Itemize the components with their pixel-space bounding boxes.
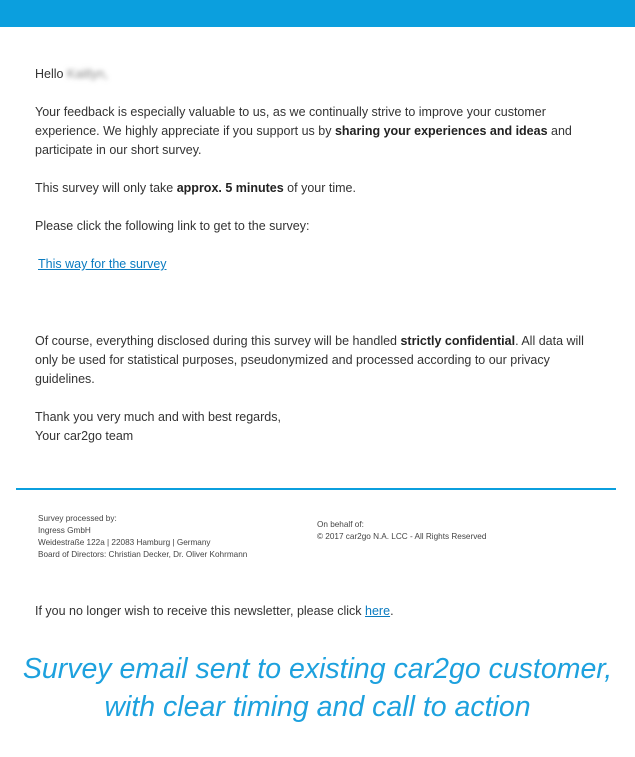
duration-text: This survey will only take xyxy=(35,181,177,195)
intro-paragraph xyxy=(35,103,600,160)
greeting xyxy=(35,65,600,84)
footer-divider xyxy=(16,488,616,490)
unsubscribe-link[interactable]: here xyxy=(365,604,391,618)
privacy-paragraph xyxy=(35,332,600,389)
behalf-label: On behalf of: xyxy=(317,520,364,529)
greeting-prefix: Hello xyxy=(35,67,64,81)
closing-line-2: Your car2go team xyxy=(35,429,134,443)
recipient-name: Kaitlyn, xyxy=(66,67,108,81)
behalf-of-info xyxy=(317,519,486,543)
survey-link-row xyxy=(35,255,600,274)
survey-link[interactable]: This way for the survey xyxy=(38,257,167,271)
copyright: © 2017 car2go N.A. LCC - All Rights Reserved xyxy=(317,532,487,541)
processor-directors: Board of Directors: Christian Decker, Dr. Oliver Kohrmann xyxy=(38,550,248,559)
email-body xyxy=(35,65,600,446)
intro-bold: sharing your experiences and ideas xyxy=(334,124,548,138)
unsubscribe-line xyxy=(35,602,394,621)
intro-text-end: and participate in our short survey. xyxy=(35,124,572,157)
duration-text-end: of your time. xyxy=(283,181,356,195)
unsubscribe-text: If you no longer wish to receive this newsletter, please click xyxy=(35,604,366,618)
privacy-text-end: . All data will only be used for statistical purposes, pseudonymized and processed according to our privacy guidelines. xyxy=(35,334,584,386)
caption xyxy=(0,650,635,726)
instruction-paragraph: Please click the following link to get to the survey: xyxy=(35,219,310,233)
duration-paragraph xyxy=(35,179,600,198)
privacy-text: Of course, everything disclosed during this survey will be handled xyxy=(35,334,401,348)
closing-line-1: Thank you very much and with best regards, xyxy=(35,410,281,424)
processor-company: Ingress GmbH xyxy=(38,526,91,535)
caption-line-2: with clear timing and call to action xyxy=(104,691,531,723)
header-bar xyxy=(0,0,635,27)
caption-line-1: Survey email sent to existing car2go customer, xyxy=(22,653,613,685)
duration-bold: approx. 5 minutes xyxy=(176,181,284,195)
survey-processor-info xyxy=(38,513,247,561)
processor-address: Weidestraße 122a | 22083 Hamburg | Germany xyxy=(38,538,211,547)
processor-label: Survey processed by: xyxy=(38,514,117,523)
unsubscribe-suffix: . xyxy=(390,604,394,618)
privacy-bold: strictly confidential xyxy=(400,334,516,348)
intro-text: Your feedback is especially valuable to us, as we continually strive to improve your customer experience. We highly appreciate if you support us by xyxy=(35,105,546,138)
